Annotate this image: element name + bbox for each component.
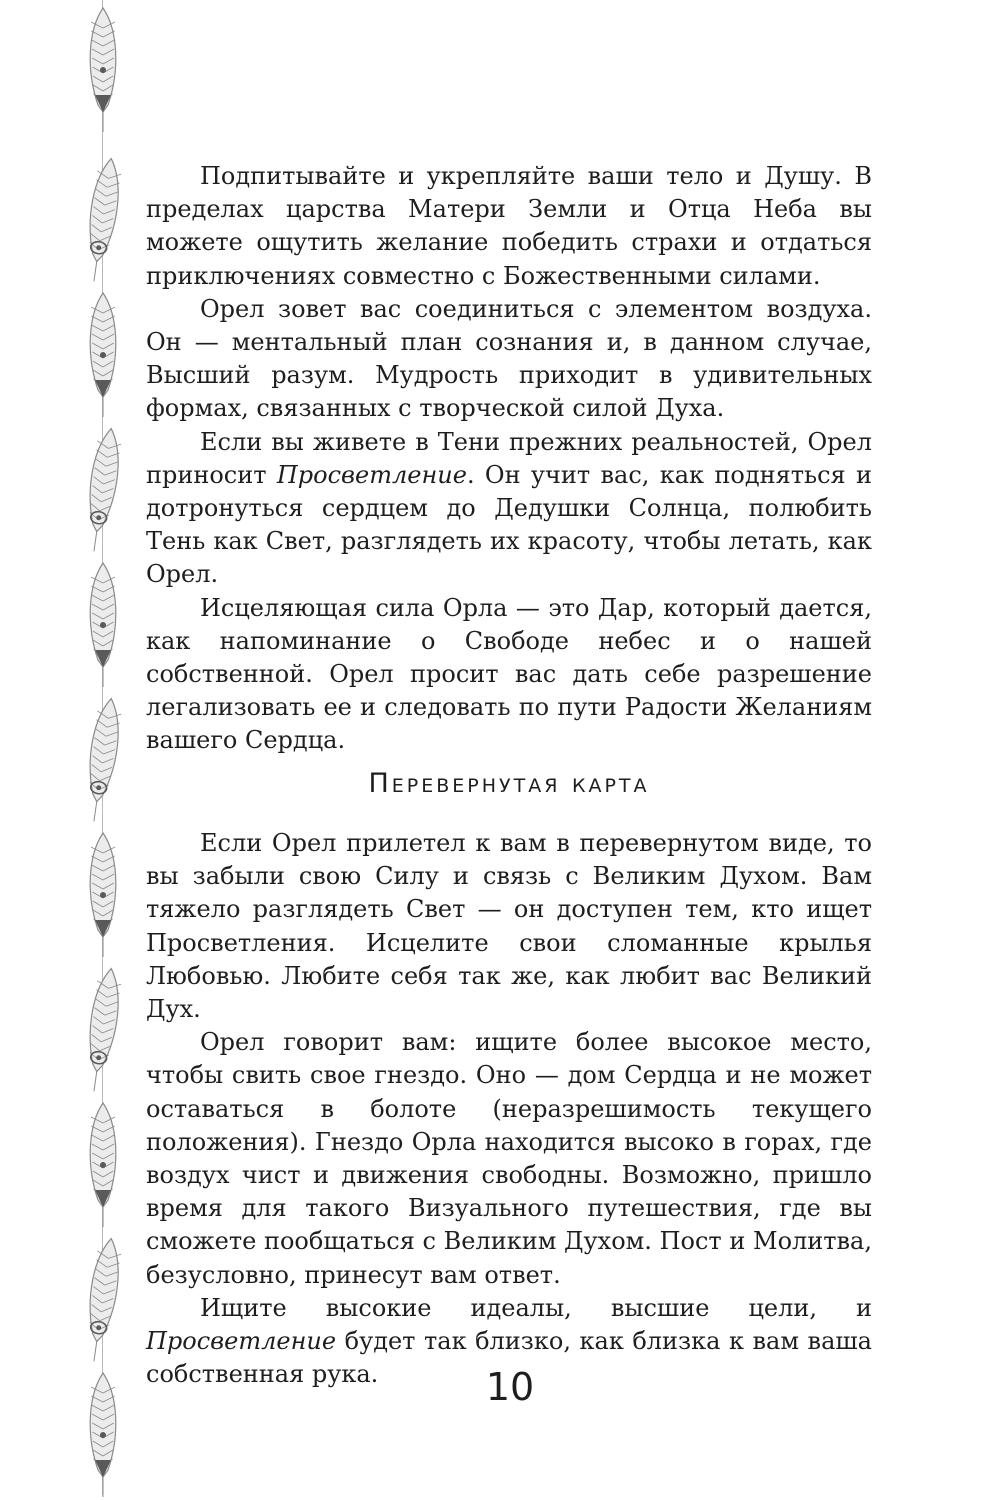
- feather-icon: [78, 1365, 128, 1500]
- paragraph: Подпитывайте и укрепляйте ваши тело и Душу. В пределах царства Матери Земли и Отца Неба вы можете ощутить желание победить страхи и отдаться приключениях совместно с Божественными силами.: [146, 162, 872, 290]
- feather-icon: [78, 0, 128, 135]
- feather-icon: [78, 420, 128, 555]
- paragraph: Исцеляющая сила Орла — это Дар, который дается, как напоминание о Свободе небес и о нашей собственной. Орел просит вас дать себе разрешение легализовать ее и следовать по пути Радости Желаниям вашего Сердца.: [146, 593, 872, 755]
- feather-icon: [78, 1095, 128, 1230]
- text-run: Если вы живете в Тени прежних реальностей, Орел приносит: [146, 427, 872, 489]
- text-run: Ищите высокие идеалы, высшие цели, и: [200, 1293, 872, 1322]
- body-text-top: [146, 160, 872, 758]
- feather-icon: [78, 150, 128, 285]
- text-run: будет так близко, как близка к вам ваша собственная рука.: [146, 1327, 872, 1389]
- feather-icon: [78, 285, 128, 420]
- body-text-bottom: [146, 827, 872, 1391]
- paragraph: Орел зовет вас соединиться с элементом воздуха. Он — ментальный план сознания и, в данном случае, Высший разум. Мудрость приходит в удивительных формах, связанных с творческой силой Духа.: [146, 294, 872, 423]
- feather-icon: [78, 1230, 128, 1365]
- paragraph: [146, 426, 872, 592]
- text-run: . Он учит вас, как подняться и дотронуться сердцем до Дедушки Солнца, полюбить Тень как Свет, разглядеть их красоту, чтобы летать, как Орел.: [146, 460, 872, 589]
- italic-term: Просветление: [276, 460, 467, 489]
- feather-icon: [78, 555, 128, 690]
- paragraph: Орел говорит вам: ищите более высокое место, чтобы свить свое гнездо. Оно — дом Сердца и не может оставаться в болоте (неразрешимость текущего положения). Гнездо Орла находится высоко в горах, где воздух чист и движения свободны. Возможно, пришло время для такого Визуального путешествия, где вы сможете пообщаться с Великим Духом. Пост и Молитва, безусловно, принесут вам ответ.: [146, 1028, 872, 1289]
- section-heading: Перевернутая карта: [368, 768, 650, 799]
- feather-icon: [78, 825, 128, 960]
- paragraph: Если Орел прилетел к вам в перевернутом виде, то вы забыли свою Силу и связь с Великим Духом. Вам тяжело разглядеть Свет — он доступен тем, кто ищет Просветления. Исцелите свои сломанные крылья Любовью. Любите себя так же, как любит вас Великий Дух.: [146, 829, 872, 1024]
- italic-term: Просветление: [146, 1327, 337, 1356]
- feather-icon: [78, 960, 128, 1095]
- feather-icon: [78, 690, 128, 825]
- page-number: 10: [485, 1365, 535, 1409]
